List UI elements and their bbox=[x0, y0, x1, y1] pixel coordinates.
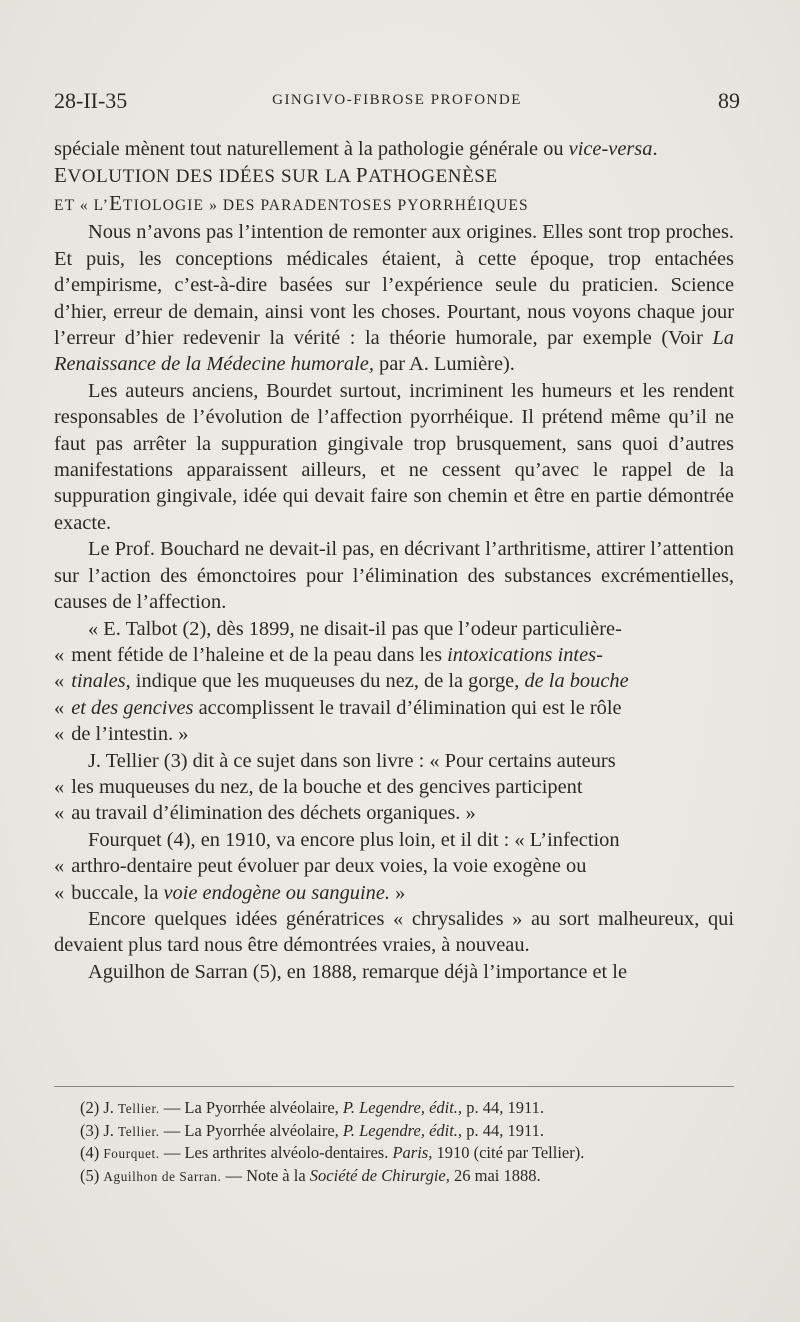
quote-line: « tinales, indique que les muqueuses du nez, de la gorge, de la bouche bbox=[54, 670, 629, 693]
quote-line: J. Tellier (3) dit à ce sujet dans son livre : « Pour certains auteurs bbox=[88, 749, 616, 772]
paragraph-bourdet: Les auteurs anciens, Bourdet surtout, incriminent les humeurs et les rendent responsables de l’évolution de l’affection pyorrhéique. Il prétend même qu’il ne faut pas arrêter la suppuration gingivale trop brusquement, sans quoi d’autres manifestations apparaissent ailleurs, et ne cessent qu’avec le rappel de la suppuration gingivale, idée qui devait faire son chemin et être en partie démontrée exacte. bbox=[54, 379, 734, 534]
footnote: (2) J. Tellier. — La Pyorrhée alvéolaire, P. Legendre, édit., p. 44, 1911. bbox=[80, 1098, 544, 1117]
header-reference: 28-II-35 bbox=[54, 88, 128, 113]
header-title: GINGIVO-FIBROSE PROFONDE bbox=[272, 92, 522, 108]
footnote-divider bbox=[54, 1086, 734, 1087]
quote-tellier bbox=[54, 748, 734, 827]
paragraph-aguilhon: Aguilhon de Sarran (5), en 1888, remarque déjà l’importance et le bbox=[88, 960, 628, 983]
quote-talbot bbox=[54, 616, 734, 748]
quote-line: « arthro-dentaire peut évoluer par deux voies, la voie exogène ou bbox=[54, 855, 587, 878]
footnote: (4) Fourquet. — Les arthrites alvéolo-dentaires. Paris, 1910 (cité par Tellier). bbox=[80, 1143, 585, 1162]
section-heading-line-1: EVOLUTION DES IDÉES SUR LA PATHOGENÈSE bbox=[54, 163, 498, 188]
quote-line: « les muqueuses du nez, de la bouche et des gencives participent bbox=[54, 775, 583, 798]
footnote: (3) J. Tellier. — La Pyorrhée alvéolaire, P. Legendre, édit., p. 44, 1911. bbox=[80, 1120, 544, 1140]
quote-fourquet bbox=[54, 827, 734, 906]
page-number: 89 bbox=[718, 88, 740, 113]
running-header bbox=[54, 88, 740, 118]
footnotes bbox=[54, 1097, 734, 1187]
footnote: (5) Aguilhon de Sarran. — Note à la Société de Chirurgie, 26 mai 1888. bbox=[80, 1165, 541, 1185]
quote-line: « et des gencives accomplissent le travail d’élimination qui est le rôle bbox=[54, 696, 622, 719]
continuation-paragraph: spéciale mènent tout naturellement à la pathologie générale ou vice-versa. bbox=[54, 138, 658, 160]
section-heading-line-2: ET « L’ETIOLOGIE » DES PARADENTOSES PYORRHÉIQUES bbox=[54, 191, 529, 216]
quote-line: Fourquet (4), en 1910, va encore plus loin, et il dit : « L’infection bbox=[88, 828, 620, 851]
quote-line: « E. Talbot (2), dès 1899, ne disait-il pas que l’odeur particulière- bbox=[88, 617, 622, 640]
quote-line: « de l’intestin. » bbox=[54, 723, 189, 746]
quote-line: « ment fétide de l’haleine et de la peau dans les intoxications intes- bbox=[54, 643, 603, 666]
body-text bbox=[54, 136, 734, 985]
paragraph-origins: Nous n’avons pas l’intention de remonter aux origines. Elles sont trop proches. Et puis, les conceptions médicales étaient, à cette époque, trop entachées d’empirisme, c’est-à-dire basées sur l’expérience seule du praticien. Science d’hier, erreur de demain, ainsi vont les choses. Pourtant, nous voyons chaque jour l’erreur d’hier redevenir la vérité : la théorie humorale, par exemple (Voir La Renaissance de la Médecine humorale, par A. Lumière). bbox=[54, 221, 734, 376]
paragraph-chrysalides: Encore quelques idées génératrices « chrysalides » au sort malheureux, qui devaient plus tard nous être démontrées vraies, à nouveau. bbox=[54, 907, 734, 957]
quote-line: « au travail d’élimination des déchets organiques. » bbox=[54, 802, 476, 825]
paragraph-bouchard: Le Prof. Bouchard ne devait-il pas, en décrivant l’arthritisme, attirer l’attention sur l’action des émonctoires pour l’élimination des substances excrémentielles, causes de l’affection. bbox=[54, 538, 734, 614]
quote-line: « buccale, la voie endogène ou sanguine. » bbox=[54, 881, 406, 904]
